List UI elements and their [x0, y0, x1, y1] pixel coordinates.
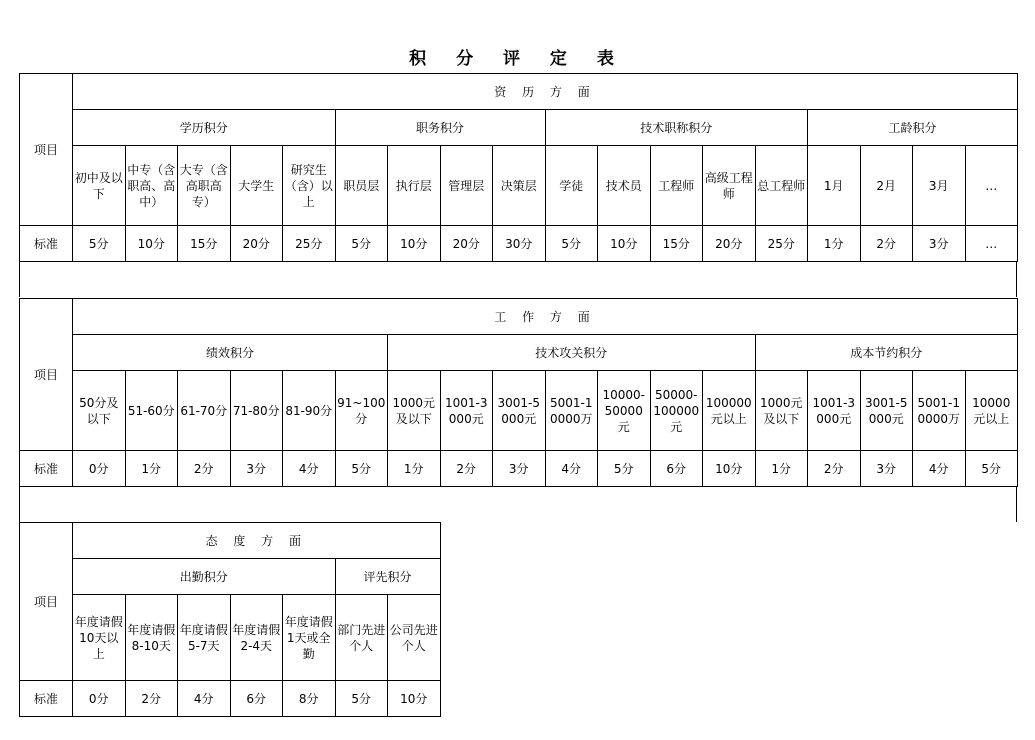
- section-header: 态 度 方 面: [73, 523, 441, 559]
- criterion-cell: 年度请假5-7天: [178, 595, 231, 681]
- criterion-cell: 5001-10000万: [545, 371, 598, 451]
- criterion-cell: 职员层: [335, 146, 388, 226]
- criterion-cell: 管理层: [440, 146, 493, 226]
- group-header: 成本节约积分: [755, 335, 1018, 371]
- criterion-cell: 71-80分: [230, 371, 283, 451]
- criterion-cell: 技术员: [598, 146, 651, 226]
- group-header: 技术职称积分: [545, 110, 808, 146]
- criterion-cell: …: [965, 146, 1018, 226]
- score-cell: 15分: [650, 226, 703, 262]
- item-label: 项目: [20, 299, 73, 451]
- criterion-cell: 工程师: [650, 146, 703, 226]
- criterion-cell: 公司先进个人: [388, 595, 441, 681]
- score-cell: 3分: [913, 226, 966, 262]
- group-header: 工龄积分: [808, 110, 1018, 146]
- score-cell: 10分: [598, 226, 651, 262]
- score-cell: 20分: [230, 226, 283, 262]
- score-cell: 20分: [703, 226, 756, 262]
- score-cell: 0分: [73, 681, 126, 717]
- seniority-table: [19, 73, 1018, 262]
- criterion-cell: 高级工程师: [703, 146, 756, 226]
- criterion-cell: 年度请假8-10天: [125, 595, 178, 681]
- work-table: [19, 298, 1018, 487]
- criterion-cell: 决策层: [493, 146, 546, 226]
- score-cell: 4分: [178, 681, 231, 717]
- criterion-cell: 1000元及以下: [755, 371, 808, 451]
- score-cell: 10分: [388, 226, 441, 262]
- page-title: 积 分 评 定 表: [409, 49, 626, 69]
- score-cell: 5分: [335, 226, 388, 262]
- criterion-cell: 学徒: [545, 146, 598, 226]
- criterion-cell: 大专（含高职高专）: [178, 146, 231, 226]
- group-header: 职务积分: [335, 110, 545, 146]
- criterion-cell: 年度请假10天以上: [73, 595, 126, 681]
- standard-label: 标准: [20, 226, 73, 262]
- section-spacer: [19, 261, 1017, 297]
- criterion-cell: 50分及以下: [73, 371, 126, 451]
- criterion-cell: 5001-10000万: [913, 371, 966, 451]
- group-header: 学历积分: [73, 110, 336, 146]
- standard-label: 标准: [20, 451, 73, 487]
- criterion-cell: 2月: [860, 146, 913, 226]
- score-cell: 5分: [965, 451, 1018, 487]
- section-header: 资 历 方 面: [73, 74, 1018, 110]
- score-cell: 10分: [125, 226, 178, 262]
- score-cell: 2分: [125, 681, 178, 717]
- score-cell: 6分: [230, 681, 283, 717]
- criterion-cell: 3月: [913, 146, 966, 226]
- criterion-cell: 10000-50000元: [598, 371, 651, 451]
- score-cell: 1分: [808, 226, 861, 262]
- criterion-cell: 1000元及以下: [388, 371, 441, 451]
- score-cell: 20分: [440, 226, 493, 262]
- score-cell: 8分: [283, 681, 336, 717]
- criterion-cell: 100000元以上: [703, 371, 756, 451]
- criterion-cell: 61-70分: [178, 371, 231, 451]
- criterion-cell: 3001-5000元: [860, 371, 913, 451]
- item-label: 项目: [20, 74, 73, 226]
- score-cell: 15分: [178, 226, 231, 262]
- score-cell: 5分: [545, 226, 598, 262]
- score-cell: 2分: [178, 451, 231, 487]
- criterion-cell: 3001-5000元: [493, 371, 546, 451]
- section-spacer: [19, 486, 1017, 522]
- criterion-cell: 81-90分: [283, 371, 336, 451]
- criterion-cell: 1001-3000元: [808, 371, 861, 451]
- attitude-table: [19, 522, 441, 717]
- criterion-cell: 年度请假1天或全勤: [283, 595, 336, 681]
- score-cell: 2分: [440, 451, 493, 487]
- standard-label: 标准: [20, 681, 73, 717]
- criterion-cell: 中专（含职高、高中）: [125, 146, 178, 226]
- score-cell: 30分: [493, 226, 546, 262]
- criterion-cell: 初中及以下: [73, 146, 126, 226]
- score-cell: 4分: [283, 451, 336, 487]
- score-cell: 1分: [755, 451, 808, 487]
- score-cell: 5分: [598, 451, 651, 487]
- criterion-cell: 研究生（含）以上: [283, 146, 336, 226]
- section-header: 工 作 方 面: [73, 299, 1018, 335]
- score-cell: 5分: [335, 451, 388, 487]
- criterion-cell: 部门先进个人: [335, 595, 388, 681]
- item-label: 项目: [20, 523, 73, 681]
- group-header: 绩效积分: [73, 335, 388, 371]
- criterion-cell: 1月: [808, 146, 861, 226]
- score-cell: 25分: [283, 226, 336, 262]
- score-cell: 2分: [808, 451, 861, 487]
- score-cell: 25分: [755, 226, 808, 262]
- score-cell: …: [965, 226, 1018, 262]
- criterion-cell: 51-60分: [125, 371, 178, 451]
- criterion-cell: 91~100分: [335, 371, 388, 451]
- score-cell: 5分: [335, 681, 388, 717]
- score-cell: 3分: [230, 451, 283, 487]
- score-cell: 4分: [913, 451, 966, 487]
- score-cell: 1分: [388, 451, 441, 487]
- score-cell: 3分: [493, 451, 546, 487]
- score-cell: 4分: [545, 451, 598, 487]
- criterion-cell: 1001-3000元: [440, 371, 493, 451]
- score-cell: 1分: [125, 451, 178, 487]
- score-cell: 3分: [860, 451, 913, 487]
- score-cell: 6分: [650, 451, 703, 487]
- score-cell: 0分: [73, 451, 126, 487]
- criterion-cell: 50000-100000元: [650, 371, 703, 451]
- criterion-cell: 执行层: [388, 146, 441, 226]
- criterion-cell: 总工程师: [755, 146, 808, 226]
- criterion-cell: 大学生: [230, 146, 283, 226]
- group-header: 技术攻关积分: [388, 335, 756, 371]
- criterion-cell: 年度请假2-4天: [230, 595, 283, 681]
- group-header: 评先积分: [335, 559, 440, 595]
- score-cell: 5分: [73, 226, 126, 262]
- score-cell: 10分: [703, 451, 756, 487]
- score-cell: 2分: [860, 226, 913, 262]
- group-header: 出勤积分: [73, 559, 336, 595]
- score-cell: 10分: [388, 681, 441, 717]
- criterion-cell: 10000元以上: [965, 371, 1018, 451]
